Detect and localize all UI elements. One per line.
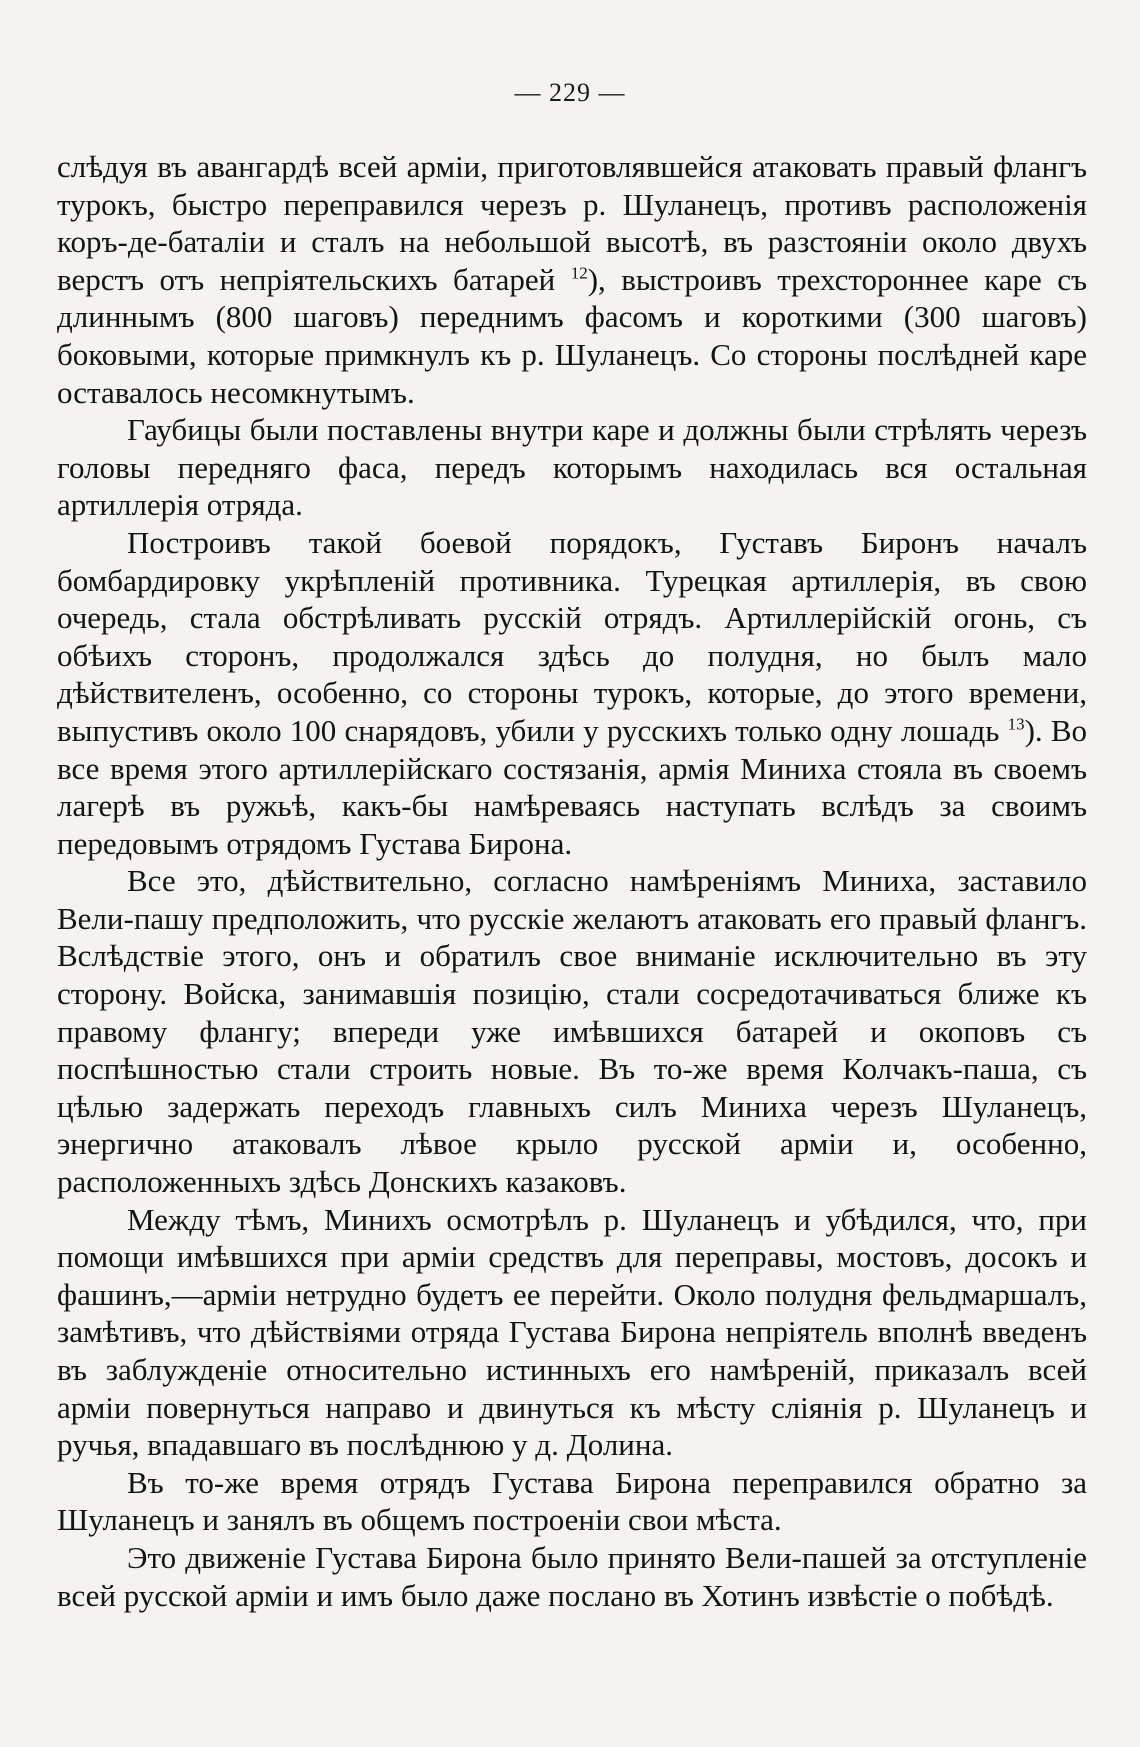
paragraph-2: Гаубицы были поставлены внутри каре и должны были стрѣлять черезъ головы передняго фаса, передъ которымъ находилась вся остальная артиллерія отряда. (57, 412, 1087, 523)
paragraph-5: Между тѣмъ, Минихъ осмотрѣлъ р. Шуланецъ и убѣдился, что, при помощи имѣвшихся при арміи средствъ для переправы, мостовъ, досокъ и фашинъ,—арміи нетрудно будетъ ее перейти. Около полудня фельдмаршалъ, замѣтивъ, что дѣйствіями отряда Густава Бирона непріятель вполнѣ введенъ въ заблужденіе относительно истинныхъ его намѣреній, приказалъ всей арміи повернуться направо и двинуться къ мѣсту сліянія р. Шуланецъ и ручья, впадавшаго въ послѣднюю у д. Долина. (57, 1201, 1087, 1463)
footnote-ref-13: 13 (1007, 714, 1025, 734)
paragraph-1-text-after: ), выстроивъ трехстороннее каре съ длиннымъ (800 шаговъ) переднимъ фасомъ и короткими (300 шаговъ) боковыми, которые примкнулъ къ р. Шуланецъ. Со стороны послѣдней каре оставалось несомкнутымъ. (57, 261, 1087, 410)
paragraph-4: Все это, дѣйствительно, согласно намѣреніямъ Миниха, заставило Вели-пашу предположить, что русскіе желаютъ атаковать его правый флангъ. Вслѣдствіе этого, онъ и обратилъ свое вниманіе исключительно въ эту сторону. Войска, занимавшія позицію, стали сосредотачиваться ближе къ правому флангу; впереди уже имѣвшихся батарей и окоповъ съ поспѣшностью стали строить новые. Въ то-же время Колчакъ-паша, съ цѣлью задержать переходъ главныхъ силъ Миниха черезъ Шуланецъ, энергично атаковалъ лѣвое крыло русской арміи и, особенно, расположенныхъ здѣсь Донскихъ казаковъ. (57, 863, 1087, 1200)
paragraph-1 (57, 148, 1087, 411)
page-number: — 229 — (514, 78, 626, 107)
paragraph-7: Это движеніе Густава Бирона было принято Вели-пашей за отступленіе всей русской арміи и имъ было даже послано въ Хотинъ извѣстіе о побѣдѣ. (57, 1539, 1087, 1613)
paragraph-1-text-before: слѣдуя въ авангардѣ всей арміи, приготовлявшейся атаковать правый флангъ турокъ, быстро переправился черезъ р. Шуланецъ, противъ расположенія коръ-де-баталіи и сталъ на небольшой высотѣ, въ разстояніи около двухъ верстъ отъ непріятельскихъ батарей (57, 149, 1087, 297)
paragraph-3-text-before: Построивъ такой боевой порядокъ, Густавъ Биронъ началъ бомбардировку укрѣпленій противника. Турецкая артиллерія, въ свою очередь, стала обстрѣливать русскій отрядъ. Артиллерійскій огонь, съ обѣихъ сторонъ, продолжался здѣсь до полудня, но былъ мало дѣйствителенъ, особенно, со стороны турокъ, которые, до этого времени, выпустивъ около 100 снарядовъ, убили у русскихъ только одну лошадь (57, 524, 1087, 748)
body-text (57, 148, 1087, 1614)
paragraph-6: Въ то-же время отрядъ Густава Бирона переправился обратно за Шуланецъ и занялъ въ общемъ построеніи свои мѣста. (57, 1464, 1087, 1538)
paragraph-3 (57, 524, 1087, 862)
paragraph-3-text-after: ). Во все время этого артиллерійскаго состязанія, армія Миниха стояла въ своемъ лагерѣ въ ружьѣ, какъ-бы намѣреваясь наступать вслѣдъ за своимъ передовымъ отрядомъ Густава Бирона. (57, 712, 1088, 861)
footnote-ref-12: 12 (570, 263, 588, 283)
